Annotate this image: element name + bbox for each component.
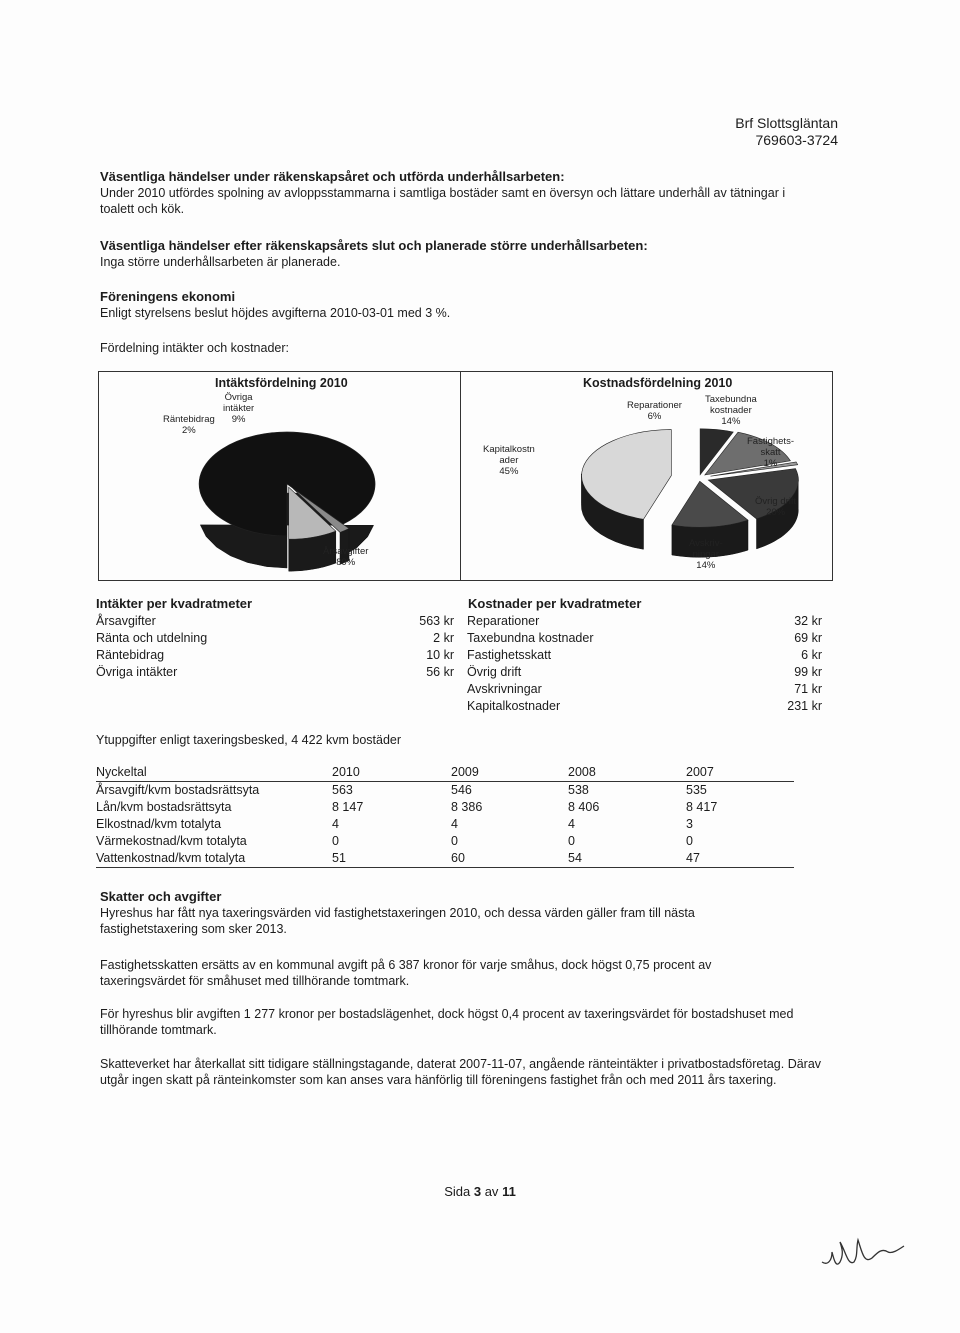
- table-cell: 538: [568, 783, 589, 797]
- cost-chart-title: Kostnadsfördelning 2010: [583, 376, 733, 390]
- section-text: Enligt styrelsens beslut höjdes avgifterna 2010-03-01 med 3 %.: [100, 306, 451, 320]
- cost-label-fastighetsskatt: Fastighets- skatt 1%: [747, 436, 794, 469]
- item-label: Övrig drift: [467, 665, 522, 679]
- list-item: [467, 613, 822, 630]
- section-heading: Väsentliga händelser under räkenskapsåret och utförda underhållsarbeten:: [100, 169, 565, 184]
- income-per-sqm-title: Intäkter per kvadratmeter: [96, 596, 253, 611]
- footer-mid: av: [484, 1184, 499, 1199]
- table-header-cell: 2007: [686, 765, 714, 779]
- table-cell: 546: [451, 783, 472, 797]
- table-cell: 0: [451, 834, 458, 848]
- item-value: 32 kr: [794, 614, 822, 628]
- charts-panel: [98, 371, 833, 581]
- section-heading: Väsentliga händelser efter räkenskapsårets slut och planerade större underhållsarbeten:: [100, 238, 648, 253]
- distribution-intro: Fördelning intäkter och kostnader:: [100, 341, 289, 355]
- item-value: 69 kr: [794, 631, 822, 645]
- list-item: [96, 630, 454, 647]
- table-row: [96, 799, 794, 816]
- item-label: Reparationer: [467, 614, 540, 628]
- list-item: [467, 681, 822, 698]
- table-cell: 0: [568, 834, 575, 848]
- table-cell: Elkostnad/kvm totalyta: [96, 817, 222, 831]
- footer-prefix: Sida: [444, 1184, 471, 1199]
- item-value: 231 kr: [787, 699, 822, 713]
- income-label-rantebidrag: Räntebidrag 2%: [163, 414, 215, 436]
- table-row: [96, 833, 794, 850]
- section-economy: [100, 289, 800, 321]
- table-cell: Årsavgift/kvm bostadsrättsyta: [96, 783, 260, 797]
- list-item: [467, 630, 822, 647]
- table-cell: 8 386: [451, 800, 483, 814]
- section-text: Under 2010 utfördes spolning av avloppsstammarna i samtliga bostäder samt en översyn och lättare underhåll av tätningar i toalett och kök.: [100, 186, 786, 216]
- section-events-after-year: [100, 238, 800, 270]
- table-cell: 4: [568, 817, 575, 831]
- list-item: [467, 647, 822, 664]
- item-label: Räntebidrag: [96, 648, 165, 662]
- income-chart-title: Intäktsfördelning 2010: [215, 376, 348, 390]
- item-value: 2 kr: [433, 631, 454, 645]
- taxes-paragraph: För hyreshus blir avgiften 1 277 kronor per bostadslägenhet, dock högst 0,4 procent av taxeringsvärdet för bostadshuset med tillhörande tomtmark.: [100, 1007, 794, 1037]
- table-cell: 563: [332, 783, 353, 797]
- item-label: Fastighetsskatt: [467, 648, 552, 662]
- item-value: 563 kr: [419, 614, 454, 628]
- cost-per-sqm-title: Kostnader per kvadratmeter: [468, 596, 642, 611]
- table-cell: Lån/kvm bostadsrättsyta: [96, 800, 232, 814]
- table-cell: 8 406: [568, 800, 600, 814]
- source-note: Ytuppgifter enligt taxeringsbesked, 4 422 kvm bostäder: [96, 733, 402, 747]
- page-footer: [0, 1184, 960, 1199]
- cost-label-taxebundna: Taxebundna kostnader 14%: [705, 394, 757, 427]
- table-cell: 535: [686, 783, 707, 797]
- table-cell: 4: [332, 817, 339, 831]
- organization-name: Brf Slottsgläntan: [735, 115, 838, 131]
- table-cell: 51: [332, 851, 346, 865]
- table-cell: Värmekostnad/kvm totalyta: [96, 834, 247, 848]
- taxes-paragraph: Hyreshus har fått nya taxeringsvärden vid fastighetstaxeringen 2010, och dessa värden gäller fram till nästa fastighetstaxering som sker 2013.: [100, 906, 695, 936]
- item-label: Kapitalkostnader: [467, 699, 561, 713]
- section-heading: Föreningens ekonomi: [100, 289, 236, 304]
- table-header-cell: 2008: [568, 765, 596, 779]
- table-row: [96, 782, 794, 799]
- section-text: Inga större underhållsarbeten är planerade.: [100, 255, 341, 269]
- item-value: 99 kr: [794, 665, 822, 679]
- table-row: [96, 816, 794, 833]
- taxes-heading: Skatter och avgifter: [100, 889, 222, 904]
- table-row: [96, 850, 794, 868]
- table-cell: 60: [451, 851, 465, 865]
- footer-total-pages: 11: [502, 1184, 516, 1199]
- cost-label-avskrivningar: Avskriv- ningar 14%: [689, 538, 723, 571]
- table-header-cell: 2010: [332, 765, 360, 779]
- organization-header: [735, 115, 838, 149]
- taxes-section: [100, 889, 790, 937]
- item-label: Avskrivningar: [467, 682, 542, 696]
- table-cell: 0: [332, 834, 339, 848]
- list-item: [96, 647, 454, 664]
- table-cell: 8 417: [686, 800, 718, 814]
- key-figures-table: [96, 764, 794, 868]
- item-value: 10 kr: [426, 648, 454, 662]
- item-label: Övriga intäkter: [96, 665, 178, 679]
- organization-number: 769603-3724: [755, 132, 838, 148]
- taxes-paragraph: Fastighetsskatten ersätts av en kommunal avgift på 6 387 kronor för varje småhus, dock högst 0,75 procent av taxeringsvärdet för småhuset med tillhörande tomtmark.: [100, 958, 712, 988]
- list-item: [96, 664, 454, 681]
- section-events-during-year: [100, 169, 800, 217]
- handwritten-signature: [818, 1222, 908, 1282]
- table-cell: Vattenkostnad/kvm totalyta: [96, 851, 246, 865]
- item-value: 71 kr: [794, 682, 822, 696]
- list-item: [467, 664, 822, 681]
- income-label-arsavgifter: Årsavgifter 89%: [323, 546, 369, 568]
- item-value: 6 kr: [801, 648, 822, 662]
- table-cell: 4: [451, 817, 458, 831]
- taxes-paragraph: Skatteverket har återkallat sitt tidigare ställningstagande, daterat 2007-11-07, angående ränteintäkter i privatbostadsföretag. Därav utgår ingen skatt på ränteinkomster som kan anses vara hänförlig till föreningens fastighet från och med 2011 års taxering.: [100, 1057, 822, 1087]
- table-cell: 54: [568, 851, 582, 865]
- income-slice-årsavgifter: [199, 432, 375, 536]
- item-label: Taxebundna kostnader: [467, 631, 594, 645]
- table-cell: 0: [686, 834, 693, 848]
- list-item: [467, 698, 822, 715]
- item-label: Årsavgifter: [96, 614, 156, 628]
- item-label: Ränta och utdelning: [96, 631, 208, 645]
- cost-label-ovrig-drift: Övrig drift 20%: [755, 496, 797, 518]
- income-label-ovriga: Övriga intäkter 9%: [223, 392, 255, 425]
- table-cell: 8 147: [332, 800, 364, 814]
- item-value: 56 kr: [426, 665, 454, 679]
- table-cell: 3: [686, 817, 693, 831]
- list-item: [96, 613, 454, 630]
- table-header-cell: Nyckeltal: [96, 765, 147, 779]
- table-header-row: [96, 764, 794, 782]
- cost-label-kapitalkostnader: Kapitalkostn ader 45%: [483, 444, 535, 477]
- cost-label-reparationer: Reparationer 6%: [627, 400, 682, 422]
- income-pie-chart: [99, 372, 460, 580]
- table-cell: 47: [686, 851, 700, 865]
- table-header-cell: 2009: [451, 765, 479, 779]
- footer-current-page: 3: [473, 1184, 482, 1199]
